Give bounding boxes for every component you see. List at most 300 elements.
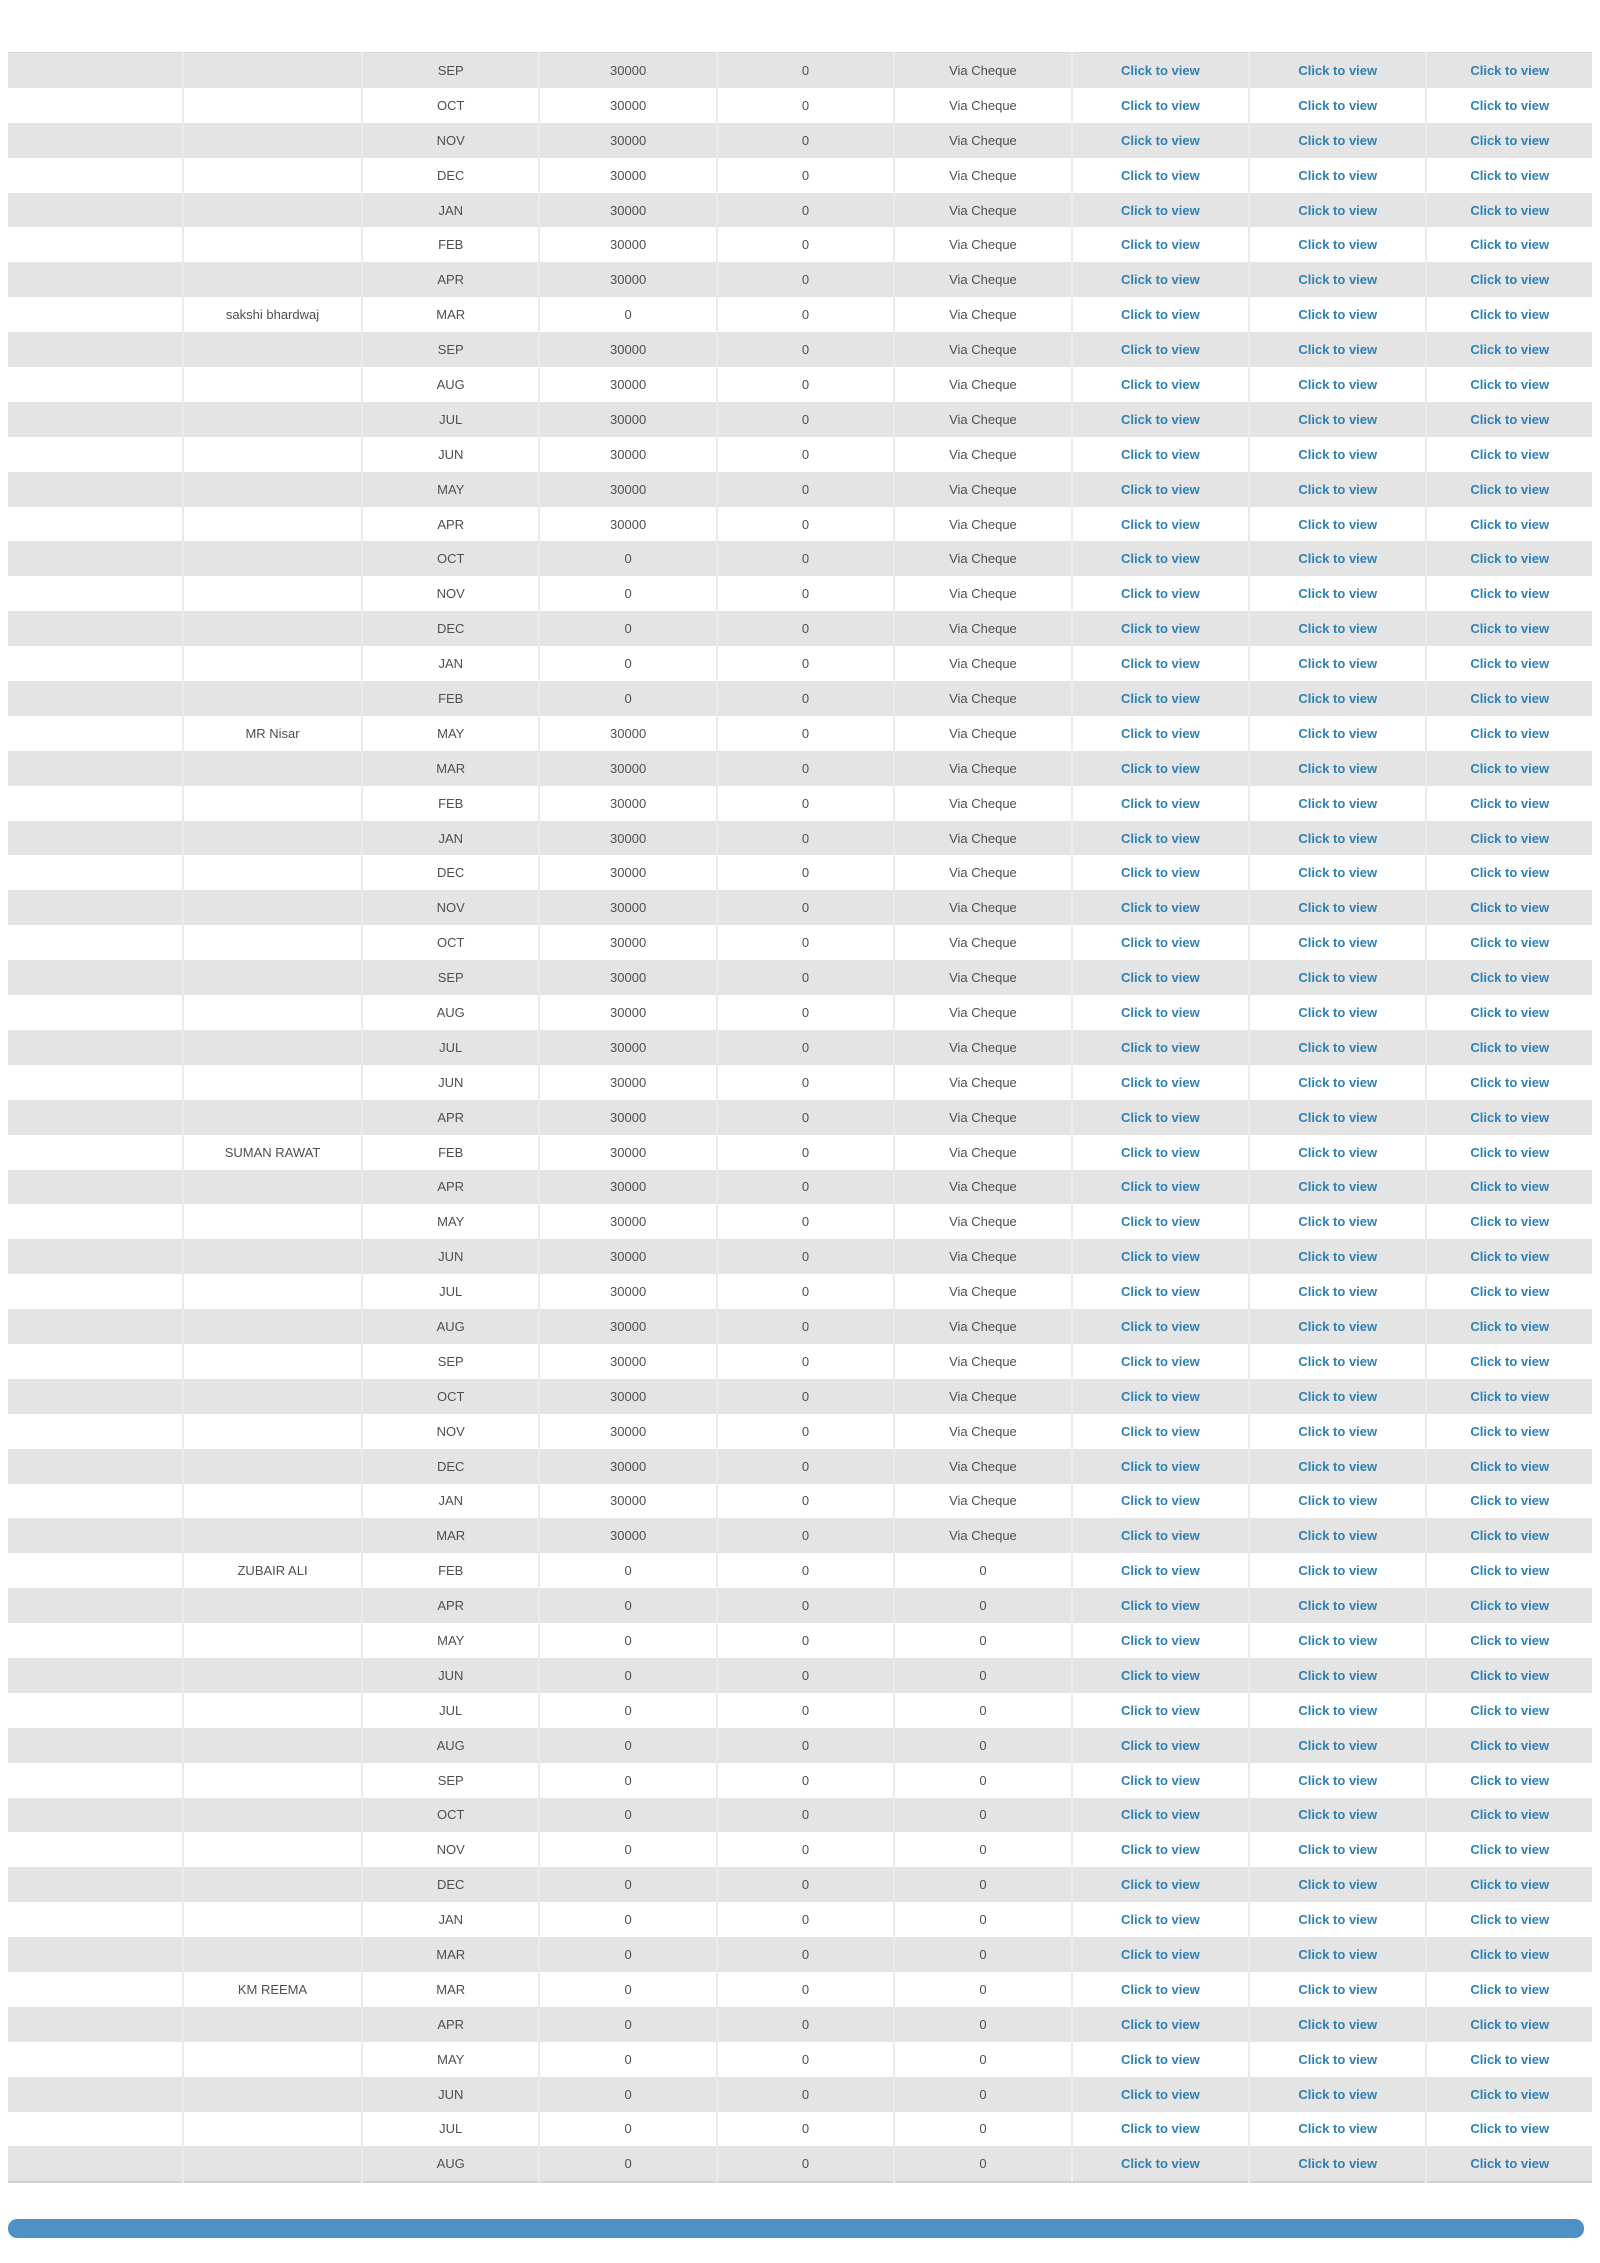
table-row [8,53,1592,88]
click-to-view-link[interactable]: Click to view [1120,2121,1200,2137]
view-link-cell [1072,960,1249,995]
employee-name-cell [183,227,362,262]
click-to-view-link[interactable]: Click to view [1120,1074,1200,1090]
click-to-view-link[interactable]: Click to view [1470,2016,1550,2032]
zero-cell: 0 [717,2007,894,2042]
click-to-view-link[interactable]: Click to view [1120,1214,1200,1230]
payment-mode-cell: Via Cheque [894,1379,1071,1414]
click-to-view-link[interactable]: Click to view [1470,307,1550,323]
click-to-view-link[interactable]: Click to view [1120,2016,1200,2032]
click-to-view-link[interactable]: Click to view [1298,586,1378,602]
click-to-view-link[interactable]: Click to view [1298,1249,1378,1265]
click-to-view-link[interactable]: Click to view [1120,446,1200,462]
employee-name-cell [183,1693,362,1728]
click-to-view-link[interactable]: Click to view [1470,342,1550,358]
amount-cell: 0 [539,2112,716,2147]
click-to-view-link[interactable]: Click to view [1298,1737,1378,1753]
click-to-view-link[interactable]: Click to view [1120,1423,1200,1439]
amount-cell: 30000 [539,472,716,507]
click-to-view-link[interactable]: Click to view [1120,795,1200,811]
click-to-view-link[interactable]: Click to view [1120,481,1200,497]
table-row [8,1972,1592,2007]
click-to-view-link[interactable]: Click to view [1298,1109,1378,1125]
click-to-view-link[interactable]: Click to view [1470,132,1550,148]
click-to-view-link[interactable]: Click to view [1120,970,1200,986]
amount-cell: 0 [539,681,716,716]
click-to-view-link[interactable]: Click to view [1298,900,1378,916]
month-cell: AUG [362,2146,539,2182]
table-row [8,1100,1592,1135]
empty-cell [8,1204,183,1239]
click-to-view-link[interactable]: Click to view [1298,690,1378,706]
click-to-view-link[interactable]: Click to view [1470,725,1550,741]
click-to-view-link[interactable]: Click to view [1298,237,1378,253]
click-to-view-link[interactable]: Click to view [1120,1912,1200,1928]
click-to-view-link[interactable]: Click to view [1470,1528,1550,1544]
click-to-view-link[interactable]: Click to view [1470,1981,1550,1997]
click-to-view-link[interactable]: Click to view [1470,62,1550,78]
click-to-view-link[interactable]: Click to view [1298,1807,1378,1823]
click-to-view-link[interactable]: Click to view [1470,690,1550,706]
amount-cell: 0 [539,1902,716,1937]
click-to-view-link[interactable]: Click to view [1470,1563,1550,1579]
payment-mode-cell: Via Cheque [894,367,1071,402]
click-to-view-link[interactable]: Click to view [1470,1772,1550,1788]
click-to-view-link[interactable]: Click to view [1120,1353,1200,1369]
click-to-view-link[interactable]: Click to view [1120,1563,1200,1579]
click-to-view-link[interactable]: Click to view [1470,830,1550,846]
click-to-view-link[interactable]: Click to view [1470,900,1550,916]
view-link-cell [1426,123,1592,158]
click-to-view-link[interactable]: Click to view [1470,551,1550,567]
click-to-view-link[interactable]: Click to view [1120,2086,1200,2102]
table-row [8,1518,1592,1553]
click-to-view-link[interactable]: Click to view [1298,1458,1378,1474]
horizontal-scrollbar-thumb[interactable] [8,2219,1584,2238]
amount-cell: 30000 [539,332,716,367]
zero-cell: 0 [717,1239,894,1274]
click-to-view-link[interactable]: Click to view [1120,307,1200,323]
employee-name-cell: MR Nisar [183,716,362,751]
click-to-view-link[interactable]: Click to view [1298,167,1378,183]
view-link-cell [1426,1763,1592,1798]
click-to-view-link[interactable]: Click to view [1470,516,1550,532]
month-cell: JAN [362,1902,539,1937]
click-to-view-link[interactable]: Click to view [1298,2051,1378,2067]
click-to-view-link[interactable]: Click to view [1120,2156,1200,2172]
click-to-view-link[interactable]: Click to view [1120,1109,1200,1125]
click-to-view-link[interactable]: Click to view [1120,1633,1200,1649]
click-to-view-link[interactable]: Click to view [1470,1179,1550,1195]
click-to-view-link[interactable]: Click to view [1470,1353,1550,1369]
employee-name-cell [183,1100,362,1135]
click-to-view-link[interactable]: Click to view [1120,167,1200,183]
click-to-view-link[interactable]: Click to view [1470,1458,1550,1474]
click-to-view-link[interactable]: Click to view [1298,1179,1378,1195]
click-to-view-link[interactable]: Click to view [1120,1249,1200,1265]
zero-cell: 0 [717,1763,894,1798]
empty-cell [8,437,183,472]
amount-cell: 30000 [539,1484,716,1519]
click-to-view-link[interactable]: Click to view [1120,1807,1200,1823]
click-to-view-link[interactable]: Click to view [1298,1388,1378,1404]
click-to-view-link[interactable]: Click to view [1470,2051,1550,2067]
click-to-view-link[interactable]: Click to view [1298,272,1378,288]
table-row [8,786,1592,821]
payment-mode-cell: Via Cheque [894,1309,1071,1344]
click-to-view-link[interactable]: Click to view [1298,1319,1378,1334]
view-link-cell [1072,1135,1249,1170]
view-link-cell [1072,821,1249,856]
click-to-view-link[interactable]: Click to view [1120,376,1200,392]
click-to-view-link[interactable]: Click to view [1120,1667,1200,1683]
click-to-view-link[interactable]: Click to view [1470,1144,1550,1160]
click-to-view-link[interactable]: Click to view [1298,1074,1378,1090]
click-to-view-link[interactable]: Click to view [1298,970,1378,986]
view-link-cell [1072,1204,1249,1239]
zero-cell: 0 [717,227,894,262]
click-to-view-link[interactable]: Click to view [1470,760,1550,776]
click-to-view-link[interactable]: Click to view [1298,760,1378,776]
payment-mode-cell: Via Cheque [894,1518,1071,1553]
click-to-view-link[interactable]: Click to view [1298,481,1378,497]
empty-cell [8,2146,183,2182]
amount-cell: 30000 [539,88,716,123]
click-to-view-link[interactable]: Click to view [1298,656,1378,672]
view-link-cell [1426,786,1592,821]
click-to-view-link[interactable]: Click to view [1298,62,1378,78]
click-to-view-link[interactable]: Click to view [1120,621,1200,637]
payment-mode-cell: Via Cheque [894,1030,1071,1065]
click-to-view-link[interactable]: Click to view [1120,865,1200,881]
click-to-view-link[interactable]: Click to view [1120,690,1200,706]
payment-mode-cell: Via Cheque [894,227,1071,262]
click-to-view-link[interactable]: Click to view [1120,1842,1200,1858]
table-row [8,1902,1592,1937]
amount-cell: 30000 [539,227,716,262]
zero-cell: 0 [717,960,894,995]
click-to-view-link[interactable]: Click to view [1298,830,1378,846]
click-to-view-link[interactable]: Click to view [1120,830,1200,846]
employee-name-cell [183,1902,362,1937]
click-to-view-link[interactable]: Click to view [1298,97,1378,113]
view-link-cell [1072,1379,1249,1414]
view-link-cell [1072,193,1249,228]
month-cell: MAY [362,1204,539,1239]
click-to-view-link[interactable]: Click to view [1120,1877,1200,1893]
click-to-view-link[interactable]: Click to view [1298,1877,1378,1893]
click-to-view-link[interactable]: Click to view [1120,1388,1200,1404]
click-to-view-link[interactable]: Click to view [1120,516,1200,532]
click-to-view-link[interactable]: Click to view [1298,1528,1378,1544]
click-to-view-link[interactable]: Click to view [1298,2016,1378,2032]
click-to-view-link[interactable]: Click to view [1120,1981,1200,1997]
view-link-cell [1249,1623,1426,1658]
view-link-cell [1426,1937,1592,1972]
click-to-view-link[interactable]: Click to view [1470,1109,1550,1125]
click-to-view-link[interactable]: Click to view [1470,1598,1550,1614]
click-to-view-link[interactable]: Click to view [1298,342,1378,358]
click-to-view-link[interactable]: Click to view [1470,1842,1550,1858]
click-to-view-link[interactable]: Click to view [1298,621,1378,637]
click-to-view-link[interactable]: Click to view [1298,1144,1378,1160]
click-to-view-link[interactable]: Click to view [1120,1493,1200,1509]
payment-mode-cell: 0 [894,1728,1071,1763]
click-to-view-link[interactable]: Click to view [1470,1074,1550,1090]
empty-cell [8,960,183,995]
click-to-view-link[interactable]: Click to view [1470,1249,1550,1265]
employee-name-cell [183,646,362,681]
click-to-view-link[interactable]: Click to view [1120,202,1200,218]
click-to-view-link[interactable]: Click to view [1120,342,1200,358]
click-to-view-link[interactable]: Click to view [1120,656,1200,672]
amount-cell: 0 [539,646,716,681]
zero-cell: 0 [717,472,894,507]
click-to-view-link[interactable]: Click to view [1470,1702,1550,1718]
click-to-view-link[interactable]: Click to view [1120,760,1200,776]
click-to-view-link[interactable]: Click to view [1120,1284,1200,1300]
click-to-view-link[interactable]: Click to view [1120,97,1200,113]
table-row [8,1693,1592,1728]
click-to-view-link[interactable]: Click to view [1298,516,1378,532]
click-to-view-link[interactable]: Click to view [1298,1353,1378,1369]
click-to-view-link[interactable]: Click to view [1470,97,1550,113]
click-to-view-link[interactable]: Click to view [1470,1633,1550,1649]
employee-name-cell [183,1937,362,1972]
click-to-view-link[interactable]: Click to view [1470,656,1550,672]
click-to-view-link[interactable]: Click to view [1298,1772,1378,1788]
click-to-view-link[interactable]: Click to view [1470,795,1550,811]
table-row [8,1135,1592,1170]
click-to-view-link[interactable]: Click to view [1298,1842,1378,1858]
view-link-cell [1426,611,1592,646]
click-to-view-link[interactable]: Click to view [1120,586,1200,602]
click-to-view-link[interactable]: Click to view [1298,1284,1378,1300]
click-to-view-link[interactable]: Click to view [1120,272,1200,288]
employee-name-cell [183,437,362,472]
amount-cell: 30000 [539,367,716,402]
month-cell: SEP [362,1344,539,1379]
empty-cell [8,1623,183,1658]
click-to-view-link[interactable]: Click to view [1298,935,1378,951]
click-to-view-link[interactable]: Click to view [1298,1423,1378,1439]
click-to-view-link[interactable]: Click to view [1120,1737,1200,1753]
view-link-cell [1249,507,1426,542]
view-link-cell [1072,1414,1249,1449]
click-to-view-link[interactable]: Click to view [1470,621,1550,637]
click-to-view-link[interactable]: Click to view [1298,2086,1378,2102]
click-to-view-link[interactable]: Click to view [1470,167,1550,183]
employee-name-cell [183,681,362,716]
click-to-view-link[interactable]: Click to view [1470,237,1550,253]
employee-name-cell [183,2042,362,2077]
view-link-cell [1426,227,1592,262]
click-to-view-link[interactable]: Click to view [1298,1981,1378,1997]
payment-mode-cell: Via Cheque [894,1449,1071,1484]
amount-cell: 0 [539,1972,716,2007]
table-row [8,227,1592,262]
month-cell: OCT [362,541,539,576]
click-to-view-link[interactable]: Click to view [1298,1598,1378,1614]
click-to-view-link[interactable]: Click to view [1298,1563,1378,1579]
click-to-view-link[interactable]: Click to view [1298,446,1378,462]
month-cell: JUN [362,437,539,472]
click-to-view-link[interactable]: Click to view [1470,1423,1550,1439]
click-to-view-link[interactable]: Click to view [1298,551,1378,567]
click-to-view-link[interactable]: Click to view [1470,1947,1550,1963]
click-to-view-link[interactable]: Click to view [1120,1004,1200,1020]
click-to-view-link[interactable]: Click to view [1470,1388,1550,1404]
click-to-view-link[interactable]: Click to view [1470,1737,1550,1753]
click-to-view-link[interactable]: Click to view [1298,1493,1378,1509]
click-to-view-link[interactable]: Click to view [1470,1807,1550,1823]
zero-cell: 0 [717,1484,894,1519]
view-link-cell [1249,1065,1426,1100]
click-to-view-link[interactable]: Click to view [1470,1214,1550,1230]
click-to-view-link[interactable]: Click to view [1120,1528,1200,1544]
payment-mode-cell: 0 [894,1658,1071,1693]
click-to-view-link[interactable]: Click to view [1298,1702,1378,1718]
click-to-view-link[interactable]: Click to view [1470,2121,1550,2137]
amount-cell: 30000 [539,1518,716,1553]
click-to-view-link[interactable]: Click to view [1120,1598,1200,1614]
month-cell: SEP [362,1763,539,1798]
click-to-view-link[interactable]: Click to view [1298,1912,1378,1928]
zero-cell: 0 [717,1344,894,1379]
click-to-view-link[interactable]: Click to view [1298,795,1378,811]
empty-cell [8,332,183,367]
view-link-cell [1426,158,1592,193]
click-to-view-link[interactable]: Click to view [1470,865,1550,881]
amount-cell: 30000 [539,1204,716,1239]
employee-name-cell [183,890,362,925]
employee-name-cell: SUMAN RAWAT [183,1135,362,1170]
payment-mode-cell: Via Cheque [894,193,1071,228]
click-to-view-link[interactable]: Click to view [1298,411,1378,427]
month-cell: OCT [362,88,539,123]
click-to-view-link[interactable]: Click to view [1298,376,1378,392]
table-row [8,960,1592,995]
click-to-view-link[interactable]: Click to view [1470,446,1550,462]
empty-cell [8,1414,183,1449]
view-link-cell [1249,1832,1426,1867]
view-link-cell [1072,1867,1249,1902]
click-to-view-link[interactable]: Click to view [1470,1877,1550,1893]
click-to-view-link[interactable]: Click to view [1120,551,1200,567]
click-to-view-link[interactable]: Click to view [1120,1144,1200,1160]
click-to-view-link[interactable]: Click to view [1120,935,1200,951]
view-link-cell [1426,1414,1592,1449]
month-cell: AUG [362,1728,539,1763]
click-to-view-link[interactable]: Click to view [1120,411,1200,427]
table-row [8,1239,1592,1274]
click-to-view-link[interactable]: Click to view [1120,1039,1200,1055]
click-to-view-link[interactable]: Click to view [1298,1004,1378,1020]
view-link-cell [1426,1484,1592,1519]
click-to-view-link[interactable]: Click to view [1298,1633,1378,1649]
click-to-view-link[interactable]: Click to view [1470,1912,1550,1928]
amount-cell: 30000 [539,437,716,472]
month-cell: APR [362,1100,539,1135]
click-to-view-link[interactable]: Click to view [1470,1284,1550,1300]
click-to-view-link[interactable]: Click to view [1120,62,1200,78]
view-link-cell [1072,2146,1249,2182]
zero-cell: 0 [717,1728,894,1763]
click-to-view-link[interactable]: Click to view [1470,2086,1550,2102]
payment-mode-cell: Via Cheque [894,786,1071,821]
zero-cell: 0 [717,1379,894,1414]
click-to-view-link[interactable]: Click to view [1120,1458,1200,1474]
click-to-view-link[interactable]: Click to view [1298,725,1378,741]
empty-cell [8,507,183,542]
click-to-view-link[interactable]: Click to view [1120,1179,1200,1195]
click-to-view-link[interactable]: Click to view [1470,970,1550,986]
month-cell: JAN [362,821,539,856]
click-to-view-link[interactable]: Click to view [1298,307,1378,323]
employee-name-cell [183,1763,362,1798]
click-to-view-link[interactable]: Click to view [1120,2051,1200,2067]
view-link-cell [1426,1274,1592,1309]
click-to-view-link[interactable]: Click to view [1298,202,1378,218]
empty-cell [8,2077,183,2112]
click-to-view-link[interactable]: Click to view [1470,935,1550,951]
click-to-view-link[interactable]: Click to view [1298,1667,1378,1683]
click-to-view-link[interactable]: Click to view [1470,586,1550,602]
click-to-view-link[interactable]: Click to view [1120,1702,1200,1718]
click-to-view-link[interactable]: Click to view [1298,1214,1378,1230]
view-link-cell [1072,1309,1249,1344]
view-link-cell [1249,1588,1426,1623]
click-to-view-link[interactable]: Click to view [1120,1772,1200,1788]
zero-cell: 0 [717,262,894,297]
click-to-view-link[interactable]: Click to view [1298,1947,1378,1963]
click-to-view-link[interactable]: Click to view [1120,237,1200,253]
payment-mode-cell: 0 [894,1693,1071,1728]
click-to-view-link[interactable]: Click to view [1470,1039,1550,1055]
payment-mode-cell: 0 [894,2042,1071,2077]
click-to-view-link[interactable]: Click to view [1120,900,1200,916]
click-to-view-link[interactable]: Click to view [1470,481,1550,497]
click-to-view-link[interactable]: Click to view [1470,376,1550,392]
click-to-view-link[interactable]: Click to view [1120,132,1200,148]
click-to-view-link[interactable]: Click to view [1470,1493,1550,1509]
click-to-view-link[interactable]: Click to view [1470,411,1550,427]
click-to-view-link[interactable]: Click to view [1470,1319,1550,1334]
month-cell: JAN [362,193,539,228]
click-to-view-link[interactable]: Click to view [1470,1667,1550,1683]
click-to-view-link[interactable]: Click to view [1470,2156,1550,2172]
zero-cell: 0 [717,681,894,716]
table-row [8,681,1592,716]
click-to-view-link[interactable]: Click to view [1470,272,1550,288]
click-to-view-link[interactable]: Click to view [1120,725,1200,741]
click-to-view-link[interactable]: Click to view [1298,1039,1378,1055]
view-link-cell [1426,1100,1592,1135]
click-to-view-link[interactable]: Click to view [1298,2156,1378,2172]
click-to-view-link[interactable]: Click to view [1470,202,1550,218]
click-to-view-link[interactable]: Click to view [1120,1947,1200,1963]
click-to-view-link[interactable]: Click to view [1298,2121,1378,2137]
view-link-cell [1249,960,1426,995]
view-link-cell [1072,751,1249,786]
empty-cell [8,227,183,262]
view-link-cell [1249,2146,1426,2182]
click-to-view-link[interactable]: Click to view [1470,1004,1550,1020]
click-to-view-link[interactable]: Click to view [1298,132,1378,148]
view-link-cell [1072,646,1249,681]
click-to-view-link[interactable]: Click to view [1120,1319,1200,1334]
click-to-view-link[interactable]: Click to view [1298,865,1378,881]
